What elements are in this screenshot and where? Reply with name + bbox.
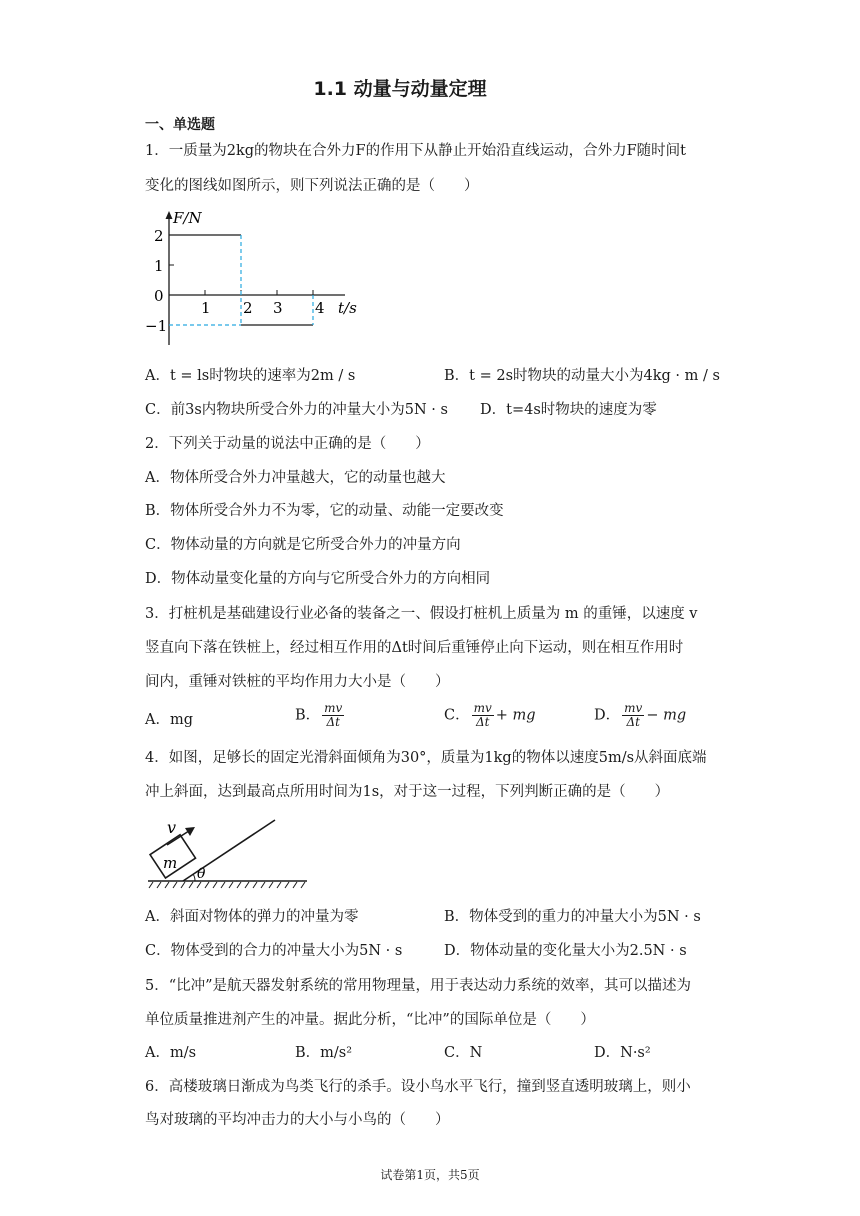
q3-option-a: A．mg	[145, 712, 194, 728]
q3-option-b-label: B．	[295, 707, 321, 724]
x-axis-label: t/s	[338, 299, 357, 317]
q2-option-b: B．物体所受合外力不为零，它的动量、动能一定要改变	[145, 503, 504, 519]
q1-stem-line1: 1．一质量为2kg的物块在合外力F的作用下从静止开始沿直线运动，合外力F随时间t	[145, 143, 686, 159]
y-tick-label: 1	[154, 257, 164, 275]
y-tick-label: 2	[154, 227, 164, 245]
q2-stem: 2．下列关于动量的说法中正确的是（ ）	[145, 436, 430, 452]
q6-stem-line2: 鸟对玻璃的平均冲击力的大小与小鸟的（ ）	[145, 1112, 450, 1128]
q1-option-d: D．t=4s时物块的速度为零	[480, 402, 657, 418]
page-footer: 试卷第1页，共5页	[380, 1168, 480, 1182]
y-axis-label: F/N	[173, 209, 202, 227]
x-tick-label: 2	[243, 299, 253, 317]
q3-option-c	[444, 702, 536, 729]
force-time-graph	[140, 205, 370, 350]
q5-stem-line1: 5．“比冲”是航天器发射系统的常用物理量，用于表达动力系统的效率，其可以描述为	[145, 978, 692, 994]
q5-option-c: C．N	[444, 1045, 483, 1061]
q5-option-d: D．N·s²	[594, 1045, 651, 1061]
q4-option-a: A．斜面对物体的弹力的冲量为零	[145, 909, 359, 925]
q4-stem-line1: 4．如图，足够长的固定光滑斜面倾角为30°，质量为1kg的物体以速度5m/s从斜面底端	[145, 750, 707, 766]
q3-option-b	[295, 702, 346, 729]
q1-stem-line2: 变化的图线如图所示，则下列说法正确的是（ ）	[145, 178, 479, 194]
x-tick-label: 1	[201, 299, 211, 317]
velocity-arrowhead	[185, 827, 195, 836]
x-tick-label: 3	[273, 299, 283, 317]
q4-option-b: B．物体受到的重力的冲量大小为5N · s	[444, 909, 701, 925]
y-axis-arrow	[166, 211, 173, 219]
fraction-denominator: Δt	[326, 715, 340, 729]
q5-stem-line2: 单位质量推进剂产生的冲量。据此分析，“比冲”的国际单位是（ ）	[145, 1012, 595, 1028]
section-heading: 一、单选题	[145, 117, 215, 133]
q6-stem-line1: 6．高楼玻璃日渐成为鸟类飞行的杀手。设小鸟水平飞行，撞到竖直透明玻璃上，则小	[145, 1079, 691, 1095]
q3-option-d	[594, 702, 686, 729]
q4-option-c: C．物体受到的合力的冲量大小为5N · s	[145, 943, 403, 959]
angle-label: θ	[197, 866, 206, 882]
q3-stem-line3: 间内，重锤对铁桩的平均作用力大小是（ ）	[145, 674, 450, 690]
q5-option-a: A．m/s	[145, 1045, 197, 1061]
fraction	[472, 702, 494, 729]
q4-option-d: D．物体动量的变化量大小为2.5N · s	[444, 943, 687, 959]
q1-option-c: C．前3s内物块所受合外力的冲量大小为5N · s	[145, 402, 448, 418]
x-tick-label: 4	[315, 299, 325, 317]
y-tick-label: −1	[145, 317, 168, 335]
fraction-numerator: mv	[624, 701, 643, 715]
q3-option-d-label: D．	[594, 707, 621, 724]
velocity-label: v	[167, 818, 177, 837]
ground-hatching	[149, 882, 305, 888]
q5-option-b: B．m/s²	[295, 1045, 353, 1061]
fraction	[622, 702, 644, 729]
q3-option-c-suffix: + mg	[495, 707, 536, 724]
q3-option-c-label: C．	[444, 707, 470, 724]
fraction-numerator: mv	[473, 701, 492, 715]
fraction-denominator: Δt	[626, 715, 640, 729]
q3-stem-line1: 3．打桩机是基础建设行业必备的装备之一、假设打桩机上质量为 m 的重锤，以速度 v	[145, 606, 698, 622]
q2-option-d: D．物体动量变化量的方向与它所受合外力的方向相同	[145, 571, 491, 587]
q2-option-a: A．物体所受合外力冲量越大，它的动量也越大	[145, 470, 446, 486]
q4-stem-line2: 冲上斜面，达到最高点所用时间为1s，对于这一过程，下列判断正确的是（ ）	[145, 784, 670, 800]
fraction	[322, 702, 344, 729]
q3-stem-line2: 竖直向下落在铁桩上，经过相互作用的Δt时间后重锤停止向下运动，则在相互作用时	[145, 640, 684, 656]
mass-label: m	[163, 854, 178, 872]
q1-option-a: A．t = ls时物块的速率为2m / s	[145, 368, 356, 384]
angle-arc	[193, 874, 195, 881]
y-tick-label: 0	[154, 287, 164, 305]
incline-diagram	[145, 815, 310, 890]
page-title: 1.1 动量与动量定理	[313, 78, 487, 100]
q1-option-b: B．t = 2s时物块的动量大小为4kg · m / s	[444, 368, 720, 384]
fraction-denominator: Δt	[475, 715, 490, 729]
q2-option-c: C．物体动量的方向就是它所受合外力的冲量方向	[145, 537, 461, 553]
fraction-numerator: mv	[324, 701, 343, 715]
q3-option-d-suffix: − mg	[646, 707, 687, 724]
